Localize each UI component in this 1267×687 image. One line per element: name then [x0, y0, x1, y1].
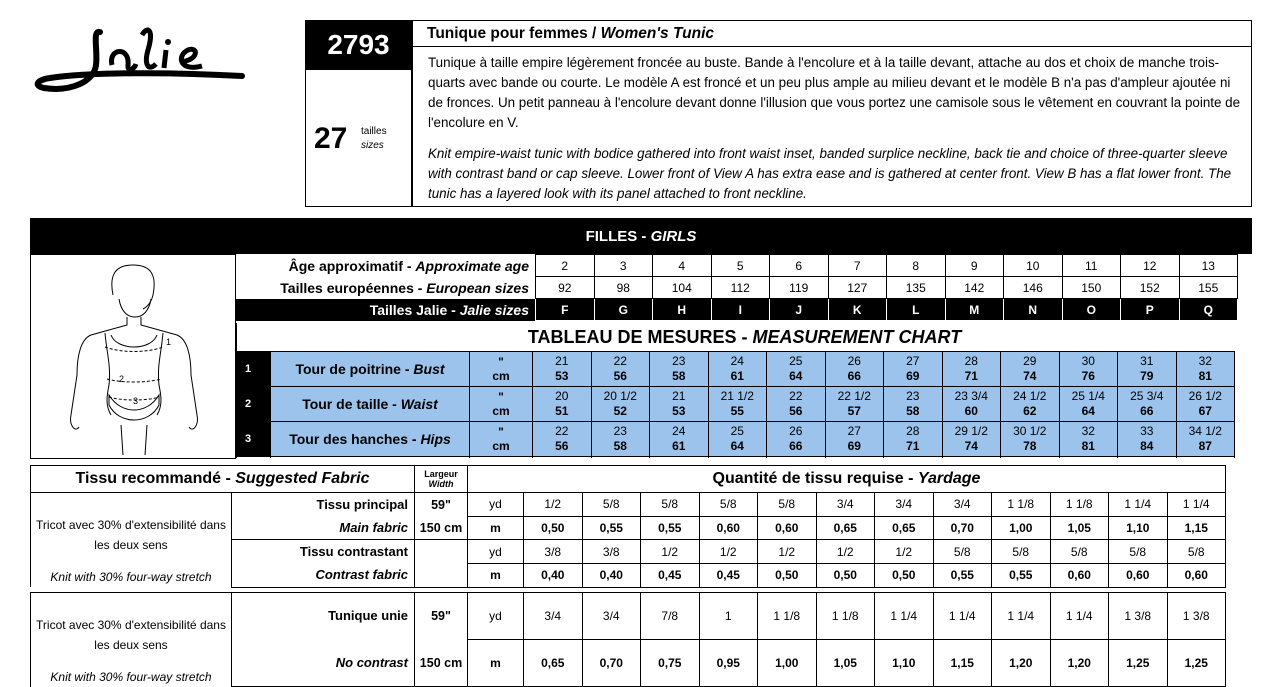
yardage-cell: 1,00	[758, 639, 817, 686]
sizes-box	[305, 70, 412, 207]
cell: 150	[1062, 277, 1121, 299]
fabric-note: Tricot avec 30% d'extensibilité dans les deux sens Knit with 30% four-way stretch	[31, 493, 232, 588]
yardage-cell: 3/4	[933, 493, 992, 517]
cell: 3	[594, 255, 653, 277]
cell: 104	[653, 277, 712, 299]
yardage-cell: 0,70	[933, 516, 992, 540]
fabric-row	[31, 493, 1226, 517]
yardage-cell: 0,50	[758, 563, 817, 587]
yardage-cell: 5/8	[582, 493, 641, 517]
cell: 7	[828, 255, 887, 277]
unit-cell: m	[468, 563, 524, 587]
fabric-name-fr: Tunique unie	[232, 592, 415, 639]
yardage-cell: 1 1/8	[992, 493, 1051, 517]
yardage-cell: 1 1/4	[992, 592, 1051, 639]
yardage-cell: 0,65	[875, 516, 934, 540]
yardage-cell: 1 3/8	[1167, 592, 1226, 639]
measurement-cell: 26 66	[767, 422, 826, 457]
cell: 152	[1121, 277, 1180, 299]
yardage-cell: 3/8	[524, 540, 583, 564]
measurement-cell: 26 1/2 67	[1176, 387, 1235, 422]
yardage-cell: 5/8	[992, 540, 1051, 564]
measurement-cell: 32 81	[1176, 352, 1235, 387]
fabric-name-fr: Tissu principal	[232, 493, 415, 517]
cell: O	[1062, 299, 1121, 321]
yardage-cell: 0,60	[699, 516, 758, 540]
yardage-cell: 0,65	[816, 516, 875, 540]
yardage-cell: 0,55	[992, 563, 1051, 587]
yardage-cell: 0,60	[1109, 563, 1168, 587]
measurement-row	[237, 422, 1235, 457]
unit-cell: m	[468, 639, 524, 686]
yardage-cell: 1,10	[875, 639, 934, 686]
body-illustration-icon	[31, 255, 235, 458]
fabric-width	[415, 563, 468, 587]
yardage-cell: 0,40	[524, 563, 583, 587]
yardage-cell: 1	[699, 592, 758, 639]
measurement-cell: 27 69	[825, 422, 884, 457]
pattern-number: 2793	[305, 20, 412, 70]
yardage-cell: 1,00	[992, 516, 1051, 540]
measurement-cell: 25 64	[708, 422, 767, 457]
cell: 6	[770, 255, 829, 277]
unit-cell: yd	[468, 592, 524, 639]
svg-text:3: 3	[133, 396, 139, 406]
yardage-cell: 1 1/8	[816, 592, 875, 639]
measurement-cell: 24 61	[650, 422, 709, 457]
measurement-cell: 22 56	[533, 422, 592, 457]
cell: 8	[887, 255, 946, 277]
jalie-logo	[30, 20, 250, 100]
fabric-row	[31, 592, 1226, 639]
measurement-cell: 29 74	[1001, 352, 1060, 387]
yardage-cell: 1/2	[524, 493, 583, 517]
description-en: Knit empire-waist tunic with bodice gathered into front waist inset, banded surplice neckline, back tie and choice of three-quarter sleeve with contrast band or cap sleeve. Lower front of View A has extra ease and is gathered at center front. View B has a flat lower front. The tunic has a layered look with its panel attached to front neckline.	[428, 146, 1232, 201]
cell: 13	[1179, 255, 1238, 277]
svg-text:1: 1	[166, 337, 172, 347]
fabric-header: Tissu recommandé - Suggested Fabric	[31, 466, 415, 493]
yardage-cell: 5/8	[758, 493, 817, 517]
measurement-cell: 23 58	[650, 352, 709, 387]
measurement-cell: 23 58	[884, 387, 943, 422]
measurement-cell: 29 1/2 74	[942, 422, 1001, 457]
measurement-row	[237, 352, 1235, 387]
yardage-header: Quantité de tissu requise - Yardage	[468, 466, 1226, 493]
unit-cell: " cm	[470, 422, 533, 457]
fabric-name-en: Main fabric	[232, 516, 415, 540]
yardage-cell: 1/2	[699, 540, 758, 564]
pattern-title: Tunique pour femmes / Women's Tunic	[412, 21, 1251, 47]
yardage-cell: 0,75	[641, 639, 700, 686]
cell: 4	[653, 255, 712, 277]
jalie-row	[236, 299, 1238, 321]
fabric-width: 150 cm	[415, 516, 468, 540]
cell: 10	[1004, 255, 1063, 277]
fabric-width	[415, 540, 468, 564]
yardage-cell: 1/2	[875, 540, 934, 564]
measurement-cell: 20 1/2 52	[591, 387, 650, 422]
unit-cell: m	[468, 516, 524, 540]
cell: J	[770, 299, 829, 321]
yardage-cell: 1,05	[1050, 516, 1109, 540]
yardage-cell: 0,60	[1050, 563, 1109, 587]
yardage-cell: 0,45	[699, 563, 758, 587]
cell: L	[887, 299, 946, 321]
cell: N	[1004, 299, 1063, 321]
yardage-cell: 0,50	[875, 563, 934, 587]
measurement-cell: 30 76	[1059, 352, 1118, 387]
cell: M	[945, 299, 1004, 321]
yardage-cell: 0,40	[582, 563, 641, 587]
measurement-cell: 22 56	[767, 387, 826, 422]
fabric-name-fr: Tissu contrastant	[232, 540, 415, 564]
yardage-cell: 7/8	[641, 592, 700, 639]
yardage-cell: 0,55	[933, 563, 992, 587]
yardage-cell: 0,70	[582, 639, 641, 686]
description-box	[412, 20, 1252, 207]
measurement-cell: 31 79	[1118, 352, 1177, 387]
divider	[412, 20, 413, 207]
unit-cell: yd	[468, 493, 524, 517]
measurement-cell: 28 71	[942, 352, 1001, 387]
yardage-cell: 5/8	[933, 540, 992, 564]
cell: 92	[536, 277, 595, 299]
sizes-label: tailles sizes	[361, 126, 387, 151]
yardage-cell: 1,25	[1109, 639, 1168, 686]
euro-label: Tailles européennes - European sizes	[280, 279, 529, 296]
yardage-cell: 0,55	[582, 516, 641, 540]
yardage-cell: 1 1/8	[758, 592, 817, 639]
measurement-cell: 26 66	[825, 352, 884, 387]
cell: 155	[1179, 277, 1238, 299]
row-number: 1	[237, 352, 271, 387]
width-header: Largeur Width	[415, 466, 468, 493]
unit-cell: " cm	[470, 387, 533, 422]
cell: G	[594, 299, 653, 321]
svg-text:2: 2	[119, 374, 125, 384]
measurement-cell: 20 51	[533, 387, 592, 422]
jalie-label: Tailles Jalie - Jalie sizes	[236, 299, 536, 321]
measurement-cell: 23 3/4 60	[942, 387, 1001, 422]
age-label: Âge approximatif - Approximate age	[288, 257, 529, 274]
yardage-cell: 0,65	[524, 639, 583, 686]
yardage-cell: 1/2	[816, 540, 875, 564]
yardage-cell: 1 1/4	[1167, 493, 1226, 517]
yardage-cell: 1,20	[1050, 639, 1109, 686]
cell: 135	[887, 277, 946, 299]
measurement-cell: 32 81	[1059, 422, 1118, 457]
cell: 146	[1004, 277, 1063, 299]
cell: H	[653, 299, 712, 321]
yardage-cell: 1/2	[641, 540, 700, 564]
cell: 12	[1121, 255, 1180, 277]
yardage-cell: 1,15	[1167, 516, 1226, 540]
measurement-label: Tour de taille - Waist	[271, 387, 470, 422]
yardage-cell: 1/2	[758, 540, 817, 564]
description-fr: Tunique à taille empire légèrement froncée au buste. Bande à l'encolure et à la taille devant, attache au dos et choix de manche trois-quarts avec bande ou courte. Le modèle A est froncé et un peu plus ample au milieu devant et le modèle B n'a pas d'ampleur ajoutée ni de fronces. Un petit panneau à l'encolure devant donne l'illusion que vous portez une camisole sous le vêtement en couvrant la pointe de l'encolure en V.	[428, 55, 1241, 130]
fabric-width: 59"	[415, 493, 468, 517]
cell: 5	[711, 255, 770, 277]
yardage-cell: 1,20	[992, 639, 1051, 686]
cell: P	[1121, 299, 1180, 321]
yardage-cell: 0,45	[641, 563, 700, 587]
measurement-cell: 21 53	[650, 387, 709, 422]
fabric-table	[30, 465, 1226, 687]
cell: 9	[945, 255, 1004, 277]
row-number: 3	[237, 422, 271, 457]
fabric-name-en: No contrast	[232, 639, 415, 686]
yardage-cell: 1 1/8	[1050, 493, 1109, 517]
measurement-cell: 34 1/2 87	[1176, 422, 1235, 457]
measurement-cell: 21 53	[533, 352, 592, 387]
fabric-width: 150 cm	[415, 639, 468, 686]
measurement-cell: 25 3/4 66	[1118, 387, 1177, 422]
yardage-cell: 0,95	[699, 639, 758, 686]
cell: 127	[828, 277, 887, 299]
yardage-cell: 3/8	[582, 540, 641, 564]
yardage-cell: 1 1/4	[933, 592, 992, 639]
measurement-cell: 24 61	[708, 352, 767, 387]
measurement-cell: 25 64	[767, 352, 826, 387]
yardage-cell: 0,50	[524, 516, 583, 540]
yardage-cell: 5/8	[1109, 540, 1168, 564]
euro-row	[236, 277, 1238, 299]
girls-header: FILLES - GIRLS	[30, 218, 1252, 254]
yardage-cell: 0,50	[816, 563, 875, 587]
sizes-count: 27	[314, 122, 348, 155]
cell: K	[828, 299, 887, 321]
yardage-cell: 5/8	[1167, 540, 1226, 564]
measurement-row	[237, 387, 1235, 422]
measurement-label: Tour de poitrine - Bust	[271, 352, 470, 387]
cell: I	[711, 299, 770, 321]
measurement-cell: 25 1/4 64	[1059, 387, 1118, 422]
cell: Q	[1179, 299, 1238, 321]
cell: 2	[536, 255, 595, 277]
cell: 98	[594, 277, 653, 299]
cell: 112	[711, 277, 770, 299]
measurement-cell: 22 56	[591, 352, 650, 387]
age-row	[236, 255, 1238, 277]
yardage-cell: 5/8	[1050, 540, 1109, 564]
measurement-cell: 22 1/2 57	[825, 387, 884, 422]
measurement-cell: 28 71	[884, 422, 943, 457]
fabric-width: 59"	[415, 592, 468, 639]
yardage-cell: 1 1/4	[875, 592, 934, 639]
measurement-table	[236, 351, 1235, 457]
measurement-cell: 23 58	[591, 422, 650, 457]
yardage-cell: 1,10	[1109, 516, 1168, 540]
cell: 119	[770, 277, 829, 299]
body-figure	[30, 254, 236, 459]
cell: 11	[1062, 255, 1121, 277]
size-table	[236, 254, 1238, 321]
fabric-header-row	[31, 466, 1226, 493]
yardage-cell: 3/4	[875, 493, 934, 517]
measurement-cell: 30 1/2 78	[1001, 422, 1060, 457]
unit-cell: " cm	[470, 352, 533, 387]
yardage-cell: 5/8	[699, 493, 758, 517]
row-number: 2	[237, 387, 271, 422]
yardage-cell: 3/4	[816, 493, 875, 517]
yardage-cell: 3/4	[582, 592, 641, 639]
yardage-cell: 1,25	[1167, 639, 1226, 686]
fabric-name-en: Contrast fabric	[232, 563, 415, 587]
yardage-cell: 0,55	[641, 516, 700, 540]
yardage-cell: 1 3/8	[1109, 592, 1168, 639]
unit-cell: yd	[468, 540, 524, 564]
measurement-cell: 27 69	[884, 352, 943, 387]
measurement-label: Tour des hanches - Hips	[271, 422, 470, 457]
measurement-cell: 21 1/2 55	[708, 387, 767, 422]
measurement-chart-title: TABLEAU DE MESURES - MEASUREMENT CHART	[236, 323, 1252, 351]
fabric-note: Tricot avec 30% d'extensibilité dans les deux sens Knit with 30% four-way stretch	[31, 592, 232, 687]
cell: F	[536, 299, 595, 321]
measurement-cell: 24 1/2 62	[1001, 387, 1060, 422]
yardage-cell: 0,60	[758, 516, 817, 540]
yardage-cell: 1 1/4	[1050, 592, 1109, 639]
measurement-cell: 33 84	[1118, 422, 1177, 457]
yardage-cell: 3/4	[524, 592, 583, 639]
yardage-cell: 1 1/4	[1109, 493, 1168, 517]
cell: 142	[945, 277, 1004, 299]
yardage-cell: 1,05	[816, 639, 875, 686]
yardage-cell: 5/8	[641, 493, 700, 517]
yardage-cell: 0,60	[1167, 563, 1226, 587]
yardage-cell: 1,15	[933, 639, 992, 686]
